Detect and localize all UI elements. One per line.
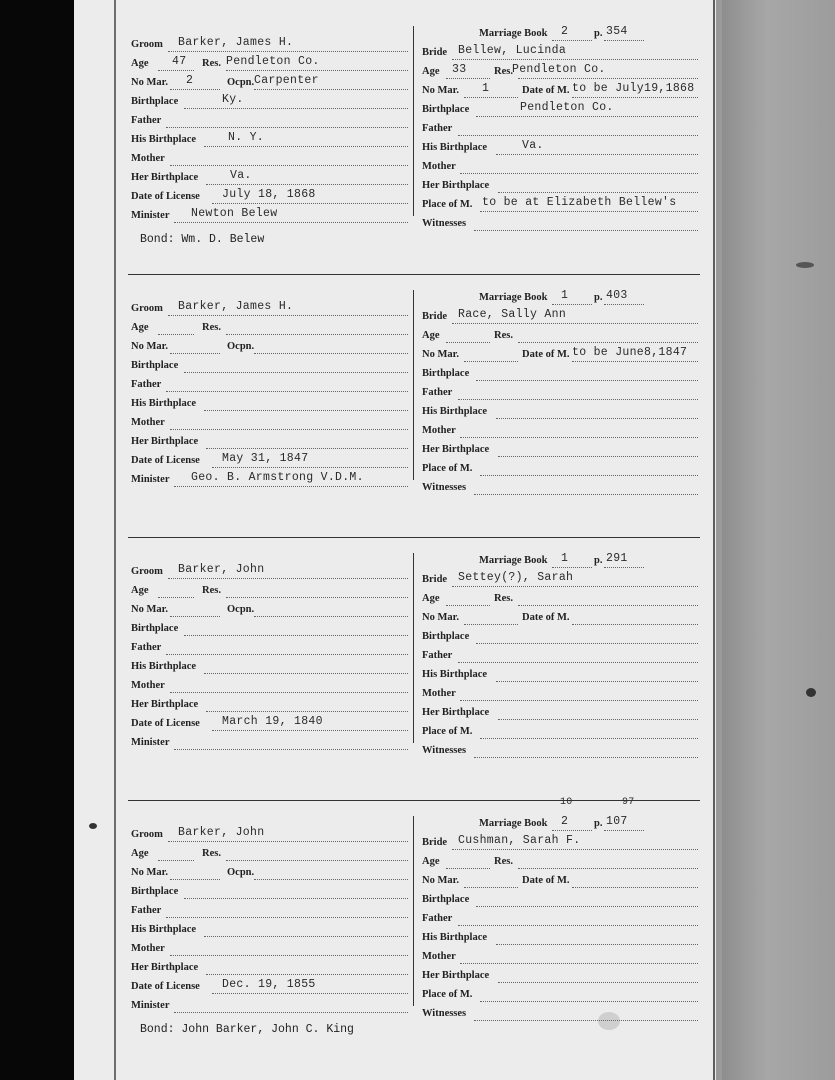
marriage-book-line (552, 39, 592, 41)
paper-right-edge (713, 0, 715, 1080)
bride-value: Bellew, Lucinda (458, 44, 567, 57)
bride-value: Cushman, Sarah F. (458, 834, 581, 847)
date-of-m-line (572, 623, 698, 625)
res-label: Res. (202, 322, 221, 333)
date-of-license-line (212, 202, 408, 204)
witnesses-line (474, 756, 698, 758)
date-of-m-line (572, 360, 698, 362)
mother-line (170, 428, 408, 430)
bride-her-birthplace-line (498, 191, 698, 193)
father-line (166, 390, 408, 392)
age-label: Age (131, 585, 149, 596)
date-of-m-label: Date of M. (522, 85, 570, 96)
bride-res-line (518, 604, 698, 606)
page-line (604, 566, 644, 568)
father-label: Father (131, 379, 162, 390)
page-value: 354 (606, 25, 628, 38)
groom-label: Groom (131, 303, 163, 314)
date-of-m-value: to be June8,1847 (572, 346, 688, 359)
bride-his-birthplace-value: Va. (522, 139, 544, 152)
ocpn-line (254, 878, 408, 880)
bride-birthplace-label: Birthplace (422, 368, 470, 379)
page-above-value: 97 (622, 797, 635, 808)
marriage-book-label: Marriage Book (479, 28, 548, 39)
his-birthplace-line (204, 935, 408, 937)
bride-her-birthplace-line (498, 981, 698, 983)
minister-label: Minister (131, 210, 170, 221)
groom-value: Barker, John (178, 563, 265, 576)
mother-label: Mother (131, 680, 165, 691)
marriage-book-value: 1 (561, 289, 569, 302)
bride-his-birthplace-label: His Birthplace (422, 932, 488, 943)
bride-value: Race, Sally Ann (458, 308, 567, 321)
his-birthplace-line (204, 409, 408, 411)
mother-line (170, 691, 408, 693)
birthplace-line (184, 107, 408, 109)
bride-res-label: Res. (494, 66, 513, 77)
minister-value: Geo. B. Armstrong V.D.M. (191, 471, 364, 484)
bride-his-birthplace-line (496, 153, 698, 155)
birthplace-label: Birthplace (131, 886, 179, 897)
no-mar-line (170, 615, 220, 617)
place-of-m-line (480, 737, 698, 739)
bride-father-label: Father (422, 650, 453, 661)
bride-father-line (458, 398, 698, 400)
bride-age-line (446, 867, 490, 869)
age-line (158, 333, 194, 335)
bride-res-line (518, 77, 698, 79)
ocpn-line (254, 352, 408, 354)
her-birthplace-label: Her Birthplace (131, 962, 199, 973)
bride-his-birthplace-label: His Birthplace (422, 406, 488, 417)
date-of-license-value: March 19, 1840 (222, 715, 323, 728)
res-label: Res. (202, 848, 221, 859)
his-birthplace-label: His Birthplace (131, 661, 197, 672)
column-divider (413, 290, 414, 480)
no-mar-line (170, 878, 220, 880)
film-border-left (0, 0, 74, 1080)
record-top-rule (128, 537, 700, 538)
father-label: Father (131, 642, 162, 653)
bride-age-label: Age (422, 66, 440, 77)
bride-line (452, 58, 698, 60)
bride-line (452, 848, 698, 850)
father-line (166, 126, 408, 128)
mother-line (170, 164, 408, 166)
groom-value: Barker, James H. (178, 36, 294, 49)
no-mar-label: No Mar. (131, 867, 168, 878)
father-label: Father (131, 115, 162, 126)
ocpn-value: Carpenter (254, 74, 319, 87)
bride-age-line (446, 604, 490, 606)
father-label: Father (131, 905, 162, 916)
witnesses-label: Witnesses (422, 482, 467, 493)
his-birthplace-label: His Birthplace (131, 398, 197, 409)
bride-father-line (458, 134, 698, 136)
bond-text: Bond: John Barker, John C. King (140, 1023, 354, 1036)
date-of-license-value: July 18, 1868 (222, 188, 316, 201)
witnesses-label: Witnesses (422, 745, 467, 756)
bride-father-label: Father (422, 913, 453, 924)
bride-age-label: Age (422, 330, 440, 341)
page-value: 291 (606, 552, 628, 565)
bride-birthplace-label: Birthplace (422, 894, 470, 905)
bride-father-label: Father (422, 387, 453, 398)
place-of-m-label: Place of M. (422, 726, 473, 737)
date-of-license-label: Date of License (131, 191, 200, 202)
bride-res-value: Pendleton Co. (512, 63, 606, 76)
bride-mother-label: Mother (422, 425, 456, 436)
place-of-m-line (480, 474, 698, 476)
date-of-license-label: Date of License (131, 455, 200, 466)
date-of-m-label: Date of M. (522, 612, 570, 623)
date-of-license-line (212, 992, 408, 994)
witnesses-line (474, 229, 698, 231)
place-of-m-label: Place of M. (422, 463, 473, 474)
bride-age-label: Age (422, 856, 440, 867)
bride-her-birthplace-label: Her Birthplace (422, 180, 490, 191)
bride-his-birthplace-line (496, 417, 698, 419)
bride-birthplace-line (476, 642, 698, 644)
ocpn-label: Ocpn. (227, 341, 255, 352)
age-line (158, 596, 194, 598)
bride-mother-label: Mother (422, 688, 456, 699)
res-label: Res. (202, 58, 221, 69)
bride-his-birthplace-line (496, 680, 698, 682)
bride-no-mar-line (464, 360, 518, 362)
bride-mother-line (460, 699, 698, 701)
bride-birthplace-line (476, 379, 698, 381)
mother-label: Mother (131, 417, 165, 428)
ocpn-label: Ocpn. (227, 867, 255, 878)
bride-her-birthplace-label: Her Birthplace (422, 444, 490, 455)
no-mar-label: No Mar. (131, 604, 168, 615)
birthplace-line (184, 897, 408, 899)
marriage-book-value: 2 (561, 25, 569, 38)
mother-label: Mother (131, 153, 165, 164)
res-line (226, 596, 408, 598)
res-line (226, 69, 408, 71)
date-of-m-label: Date of M. (522, 875, 570, 886)
res-value: Pendleton Co. (226, 55, 320, 68)
father-line (166, 916, 408, 918)
ocpn-label: Ocpn. (227, 77, 255, 88)
minister-value: Newton Belew (191, 207, 278, 220)
res-label: Res. (202, 585, 221, 596)
bride-no-mar-value: 1 (482, 82, 490, 95)
minister-line (174, 1011, 408, 1013)
marriage-book-label: Marriage Book (479, 818, 548, 829)
her-birthplace-line (206, 710, 408, 712)
marriage-book-line (552, 303, 592, 305)
bride-label: Bride (422, 47, 448, 58)
date-of-license-label: Date of License (131, 981, 200, 992)
his-birthplace-line (204, 672, 408, 674)
date-of-m-line (572, 886, 698, 888)
no-mar-line (170, 88, 220, 90)
bride-no-mar-label: No Mar. (422, 612, 459, 623)
place-of-m-value: to be at Elizabeth Bellew's (482, 196, 677, 209)
page-label: p. (594, 555, 603, 566)
paper-left-edge (114, 0, 116, 1080)
place-of-m-line (480, 1000, 698, 1002)
date-of-license-line (212, 729, 408, 731)
ocpn-line (254, 615, 408, 617)
birthplace-label: Birthplace (131, 623, 179, 634)
bride-res-line (518, 341, 698, 343)
column-divider (413, 816, 414, 1006)
groom-line (168, 577, 408, 579)
bride-label: Bride (422, 311, 448, 322)
bride-age-line (446, 341, 490, 343)
bride-age-value: 33 (452, 63, 467, 76)
bride-res-label: Res. (494, 856, 513, 867)
bride-father-line (458, 661, 698, 663)
bride-label: Bride (422, 837, 448, 848)
bride-her-birthplace-label: Her Birthplace (422, 707, 490, 718)
age-label: Age (131, 58, 149, 69)
witnesses-label: Witnesses (422, 218, 467, 229)
ocpn-label: Ocpn. (227, 604, 255, 615)
page-value: 107 (606, 815, 628, 828)
bride-birthplace-line (476, 905, 698, 907)
minister-label: Minister (131, 474, 170, 485)
bride-her-birthplace-line (498, 718, 698, 720)
bride-mother-line (460, 962, 698, 964)
page-line (604, 39, 644, 41)
bride-no-mar-label: No Mar. (422, 85, 459, 96)
age-label: Age (131, 322, 149, 333)
minister-line (174, 485, 408, 487)
minister-label: Minister (131, 737, 170, 748)
bride-her-birthplace-label: Her Birthplace (422, 970, 490, 981)
page-line (604, 303, 644, 305)
bride-father-label: Father (422, 123, 453, 134)
date-of-license-line (212, 466, 408, 468)
bride-mother-label: Mother (422, 161, 456, 172)
her-birthplace-line (206, 447, 408, 449)
bride-father-line (458, 924, 698, 926)
minister-line (174, 221, 408, 223)
groom-label: Groom (131, 39, 163, 50)
page-label: p. (594, 818, 603, 829)
groom-value: Barker, John (178, 826, 265, 839)
film-speck (89, 823, 97, 829)
date-of-m-label: Date of M. (522, 349, 570, 360)
her-birthplace-line (206, 183, 408, 185)
minister-label: Minister (131, 1000, 170, 1011)
bride-no-mar-line (464, 886, 518, 888)
date-of-license-value: Dec. 19, 1855 (222, 978, 316, 991)
his-birthplace-line (204, 145, 408, 147)
bond-text: Bond: Wm. D. Belew (140, 233, 265, 246)
bride-her-birthplace-line (498, 455, 698, 457)
no-mar-label: No Mar. (131, 341, 168, 352)
age-line (158, 859, 194, 861)
bride-no-mar-label: No Mar. (422, 875, 459, 886)
mother-label: Mother (131, 943, 165, 954)
groom-value: Barker, James H. (178, 300, 294, 313)
bride-label: Bride (422, 574, 448, 585)
bride-age-label: Age (422, 593, 440, 604)
his-birthplace-label: His Birthplace (131, 134, 197, 145)
marriage-book-line (552, 829, 592, 831)
page-label: p. (594, 292, 603, 303)
marriage-book-label: Marriage Book (479, 292, 548, 303)
birthplace-value: Ky. (222, 93, 244, 106)
film-speck (796, 262, 814, 268)
book-above-value: 10 (560, 797, 573, 808)
bride-no-mar-line (464, 96, 518, 98)
bride-his-birthplace-line (496, 943, 698, 945)
no-mar-value: 2 (186, 74, 194, 87)
her-birthplace-value: Va. (230, 169, 252, 182)
age-value: 47 (172, 55, 187, 68)
date-of-license-value: May 31, 1847 (222, 452, 309, 465)
date-of-m-value: to be July19,1868 (572, 82, 695, 95)
place-of-m-label: Place of M. (422, 989, 473, 1000)
res-line (226, 859, 408, 861)
bride-his-birthplace-label: His Birthplace (422, 142, 488, 153)
page-value: 403 (606, 289, 628, 302)
no-mar-line (170, 352, 220, 354)
bride-no-mar-label: No Mar. (422, 349, 459, 360)
bride-value: Settey(?), Sarah (458, 571, 574, 584)
bride-res-label: Res. (494, 330, 513, 341)
bride-birthplace-line (476, 115, 698, 117)
groom-line (168, 840, 408, 842)
bride-mother-line (460, 172, 698, 174)
marriage-book-label: Marriage Book (479, 555, 548, 566)
record-top-rule (128, 800, 700, 801)
her-birthplace-label: Her Birthplace (131, 699, 199, 710)
age-label: Age (131, 848, 149, 859)
bride-birthplace-value: Pendleton Co. (520, 101, 614, 114)
record-top-rule (128, 274, 700, 275)
mother-line (170, 954, 408, 956)
bride-birthplace-label: Birthplace (422, 631, 470, 642)
groom-line (168, 50, 408, 52)
bride-res-label: Res. (494, 593, 513, 604)
res-line (226, 333, 408, 335)
place-of-m-label: Place of M. (422, 199, 473, 210)
witnesses-line (474, 1019, 698, 1021)
birthplace-label: Birthplace (131, 96, 179, 107)
film-speck (598, 1012, 620, 1030)
his-birthplace-label: His Birthplace (131, 924, 197, 935)
father-line (166, 653, 408, 655)
bride-line (452, 322, 698, 324)
her-birthplace-line (206, 973, 408, 975)
date-of-m-line (572, 96, 698, 98)
bride-res-line (518, 867, 698, 869)
date-of-license-label: Date of License (131, 718, 200, 729)
her-birthplace-label: Her Birthplace (131, 172, 199, 183)
place-of-m-line (480, 210, 698, 212)
marriage-book-value: 1 (561, 552, 569, 565)
page-line (604, 829, 644, 831)
bride-age-line (446, 77, 490, 79)
witnesses-label: Witnesses (422, 1008, 467, 1019)
film-speck (806, 688, 816, 697)
groom-label: Groom (131, 829, 163, 840)
bride-no-mar-line (464, 623, 518, 625)
birthplace-label: Birthplace (131, 360, 179, 371)
birthplace-line (184, 371, 408, 373)
page-label: p. (594, 28, 603, 39)
birthplace-line (184, 634, 408, 636)
age-line (158, 69, 194, 71)
groom-line (168, 314, 408, 316)
ocpn-line (254, 88, 408, 90)
minister-line (174, 748, 408, 750)
film-border-right-texture (722, 0, 835, 1080)
column-divider (413, 553, 414, 743)
witnesses-line (474, 493, 698, 495)
bride-line (452, 585, 698, 587)
marriage-book-line (552, 566, 592, 568)
bride-birthplace-label: Birthplace (422, 104, 470, 115)
his-birthplace-value: N. Y. (228, 131, 265, 144)
column-divider (413, 26, 414, 216)
no-mar-label: No Mar. (131, 77, 168, 88)
her-birthplace-label: Her Birthplace (131, 436, 199, 447)
bride-his-birthplace-label: His Birthplace (422, 669, 488, 680)
marriage-book-value: 2 (561, 815, 569, 828)
bride-mother-label: Mother (422, 951, 456, 962)
bride-mother-line (460, 436, 698, 438)
groom-label: Groom (131, 566, 163, 577)
paper-card (74, 0, 716, 1080)
